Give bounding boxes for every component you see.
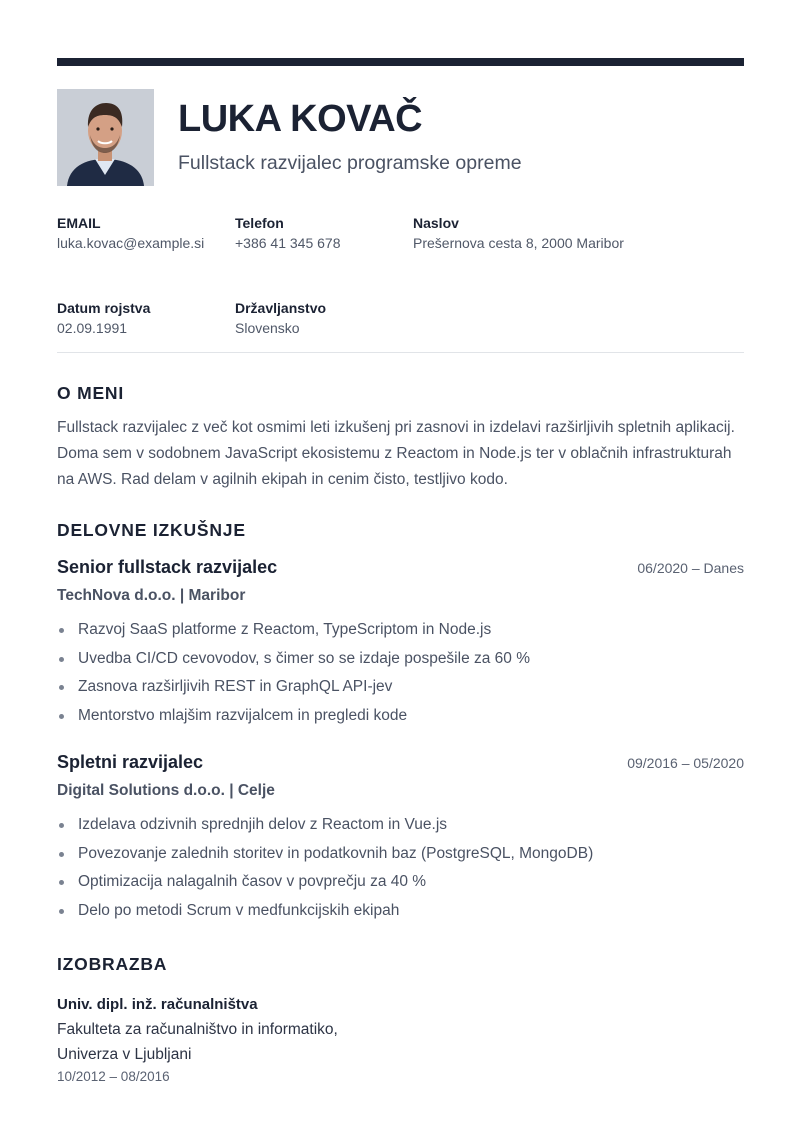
bullet-item: Povezovanje zalednih storitev in podatkovnih baz (PostgreSQL, MongoDB) xyxy=(57,840,744,869)
education-dates: 10/2012 – 08/2016 xyxy=(57,1069,170,1084)
bullet-item: Mentorstvo mlajšim razvijalcem in pregledi kode xyxy=(57,702,744,731)
job-dates: 06/2020 – Danes xyxy=(637,560,744,576)
education-heading: IZOBRAZBA xyxy=(57,954,168,974)
bullet-item: Delo po metodi Scrum v medfunkcijskih ekipah xyxy=(57,897,744,926)
contact-info xyxy=(57,214,744,364)
email-value: luka.kovac@example.si xyxy=(57,235,205,251)
citizenship-label: Državljanstvo xyxy=(235,300,327,316)
birth-label: Datum rojstva xyxy=(57,300,151,316)
about-section xyxy=(57,382,744,493)
job-bullets xyxy=(57,811,744,925)
phone-block xyxy=(235,214,395,253)
top-accent-bar xyxy=(57,58,744,66)
job-entry xyxy=(57,750,744,925)
education-degree: Univ. dipl. inž. računalništva xyxy=(57,996,258,1013)
job-company: Digital Solutions d.o.o. | Celje xyxy=(57,782,275,799)
candidate-title: Fullstack razvijalec programske opreme xyxy=(178,152,522,174)
bullet-item: Razvoj SaaS platforme z Reactom, TypeScriptom in Node.js xyxy=(57,616,744,645)
education-school xyxy=(57,1018,744,1067)
bullet-item: Optimizacija nalagalnih časov v povprečju za 40 % xyxy=(57,868,744,897)
job-company: TechNova d.o.o. | Maribor xyxy=(57,587,246,604)
resume-page xyxy=(57,58,744,1086)
resume-header xyxy=(57,89,744,186)
address-block xyxy=(413,214,713,253)
citizenship-value: Slovensko xyxy=(235,320,300,336)
candidate-name: LUKA KOVAČ xyxy=(178,98,423,140)
experience-section xyxy=(57,519,744,925)
citizenship-block xyxy=(235,299,395,338)
job-bullets xyxy=(57,616,744,730)
about-heading: O MENI xyxy=(57,383,125,403)
address-label: Naslov xyxy=(413,215,459,231)
job-header xyxy=(57,555,744,579)
job-header xyxy=(57,750,744,774)
phone-value: +386 41 345 678 xyxy=(235,235,341,251)
birth-block xyxy=(57,299,217,338)
profile-photo xyxy=(57,89,154,186)
bullet-item: Uvedba CI/CD cevovodov, s čimer so se izdaje pospešile za 60 % xyxy=(57,645,744,674)
school-line: Fakulteta za računalništvo in informatiko, xyxy=(57,1021,338,1038)
experience-heading: DELOVNE IZKUŠNJE xyxy=(57,520,246,540)
bullet-item: Zasnova razširljivih REST in GraphQL API-jev xyxy=(57,673,744,702)
about-text: Fullstack razvijalec z več kot osmimi leti izkušenj pri zasnovi in izdelavi razširljivih spletnih aplikacij. Doma sem v sodobnem JavaScript ekosistemu z Reactom in Node.js ter v oblačnih infrastrukturah na AWS. Rad delam v agilnih ekipah in cenim čisto, testljivo kodo. xyxy=(57,419,735,488)
job-dates: 09/2016 – 05/2020 xyxy=(627,755,744,771)
email-label: EMAIL xyxy=(57,215,101,231)
job-role: Senior fullstack razvijalec xyxy=(57,557,278,577)
phone-label: Telefon xyxy=(235,215,284,231)
birth-value: 02.09.1991 xyxy=(57,320,128,336)
email-block xyxy=(57,214,212,253)
education-section xyxy=(57,953,744,1086)
job-role: Spletni razvijalec xyxy=(57,752,204,772)
bullet-item: Izdelava odzivnih sprednjih delov z Reactom in Vue.js xyxy=(57,811,744,840)
school-line: Univerza v Ljubljani xyxy=(57,1045,192,1063)
job-entry xyxy=(57,555,744,730)
address-value: Prešernova cesta 8, 2000 Maribor xyxy=(413,235,624,251)
